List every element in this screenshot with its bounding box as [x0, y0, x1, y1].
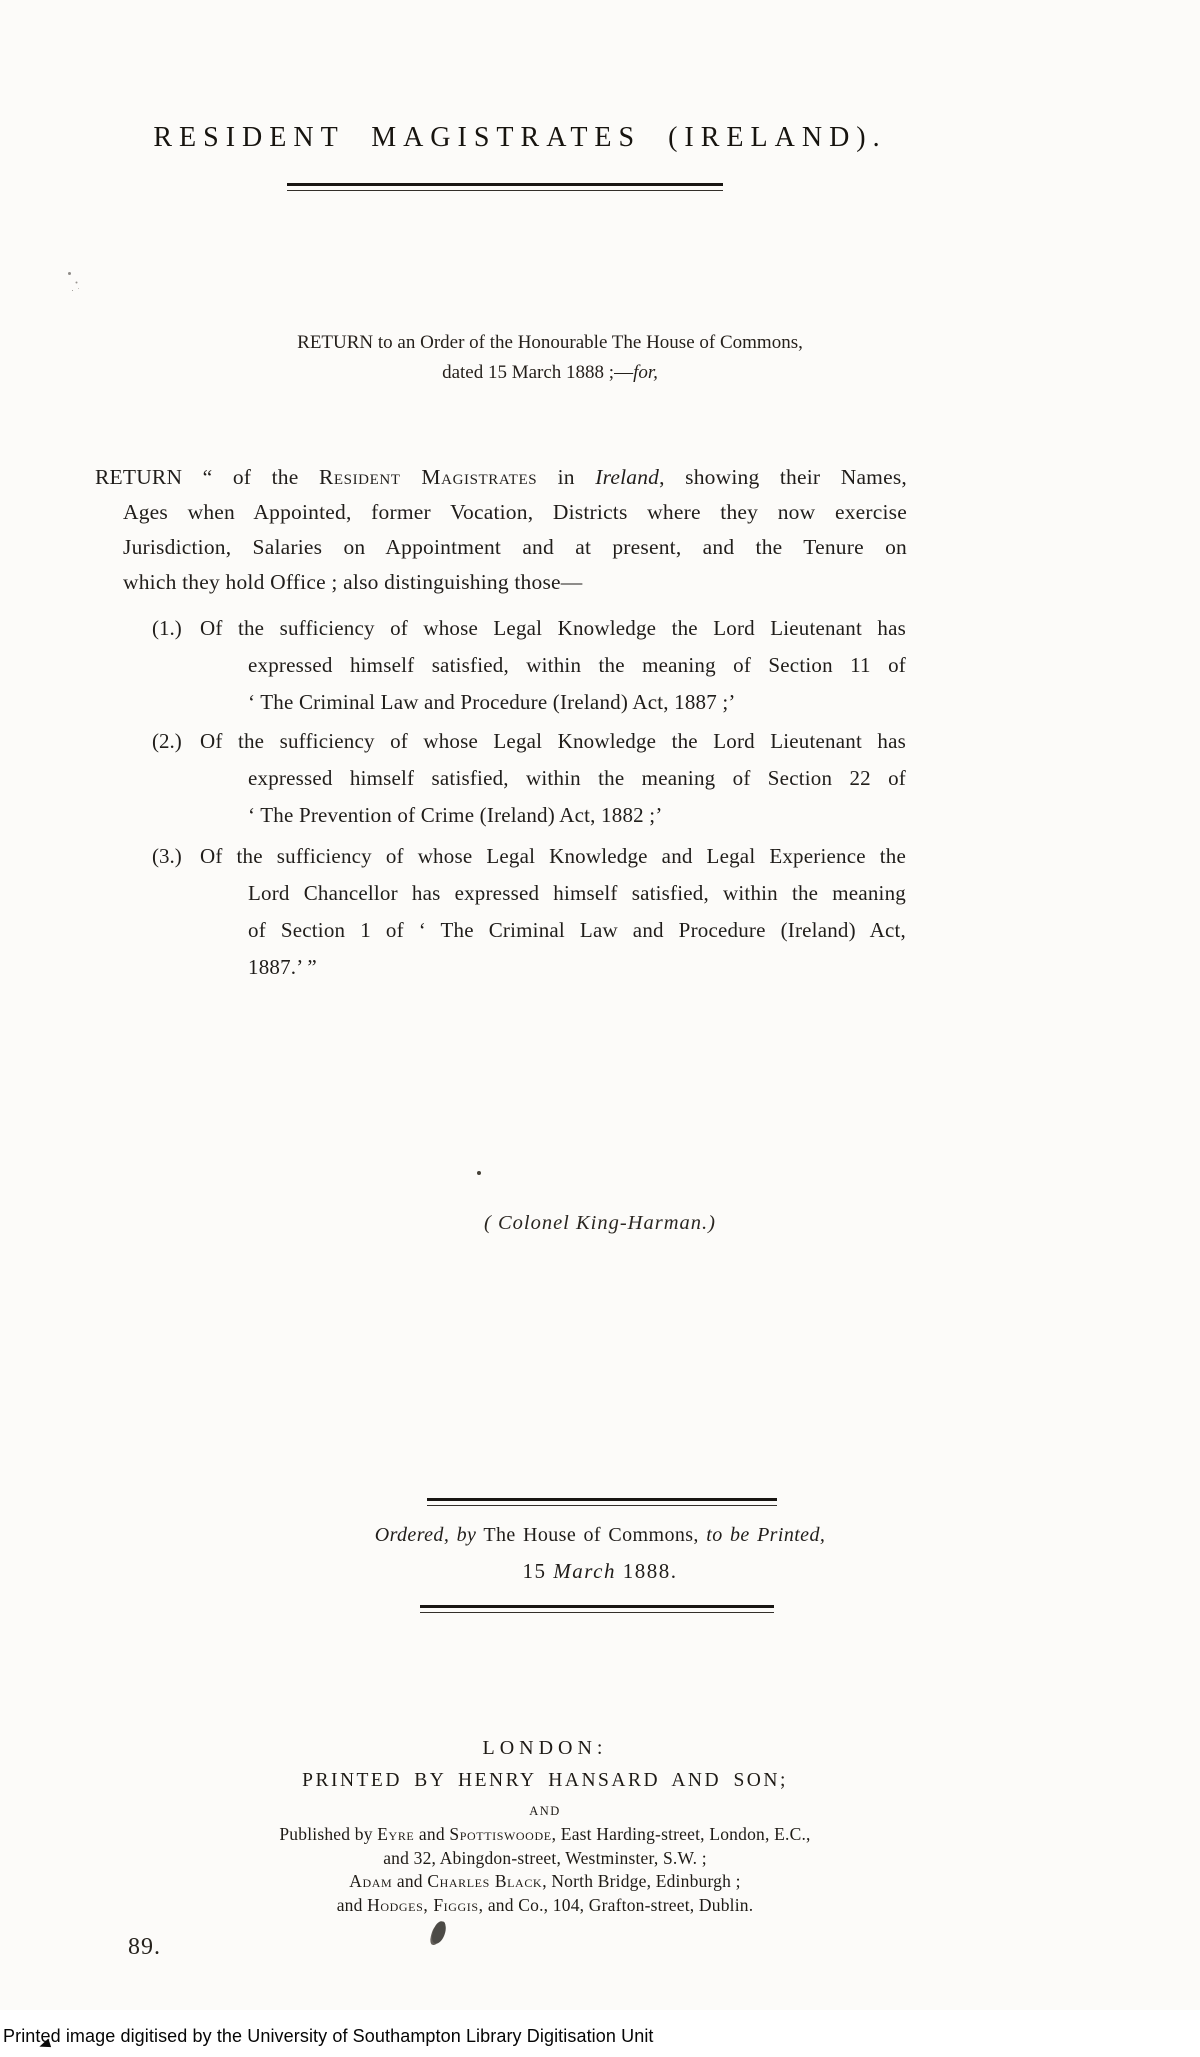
item-line: expressed himself satisfied, within the meaning of Section 22 of	[248, 766, 906, 790]
imprint-block	[0, 1737, 1090, 1917]
paragraph-line: Ages when Appointed, former Vocation, Districts where they now exercise	[123, 500, 907, 524]
ordered-rule-top	[427, 1498, 777, 1506]
item-text	[200, 838, 906, 986]
imprint-publisher-line: and Hodges, Figgis, and Co., 104, Grafton-street, Dublin.	[336, 1894, 754, 1915]
paragraph-line: Jurisdiction, Salaries on Appointment and at present, and the Tenure on	[123, 535, 907, 559]
paragraph-line: RETURN “ of the Resident Magistrates in Ireland, showing their Names,	[95, 465, 907, 489]
page-number: 89.	[128, 1934, 161, 1960]
item-line: Of the sufficiency of whose Legal Knowledge the Lord Lieutenant has	[200, 729, 906, 753]
item-line: ‘ The Criminal Law and Procedure (Ireland) Act, 1887 ;’	[248, 690, 736, 714]
ordered-line1: Ordered, by The House of Commons, to be Printed,	[374, 1524, 826, 1546]
item-number: (3.)	[152, 844, 182, 868]
item-line: ‘ The Prevention of Crime (Ireland) Act, 1882 ;’	[248, 803, 663, 827]
mover-name: ( Colonel King-Harman.)	[484, 1212, 716, 1234]
order-heading-line1: RETURN to an Order of the Honourable The House of Commons,	[297, 332, 803, 353]
item-line: 1887.’ ”	[248, 955, 317, 979]
list-item-1	[152, 610, 906, 721]
item-number: (2.)	[152, 729, 182, 753]
imprint-publisher-line: Adam and Charles Black, North Bridge, Edinburgh ;	[349, 1871, 741, 1891]
ordered-block	[0, 1524, 1200, 1584]
list-item-2	[152, 723, 906, 834]
imprint-city: LONDON:	[482, 1737, 608, 1759]
imprint-publisher-line: and 32, Abingdon-street, Westminster, S.W. ;	[383, 1847, 707, 1868]
title-rule	[287, 183, 723, 191]
imprint-publisher-line: Published by Eyre and Spottiswoode, East Harding-street, London, E.C.,	[279, 1824, 811, 1844]
item-line: Lord Chancellor has expressed himself satisfied, within the meaning	[248, 881, 906, 905]
item-text	[200, 723, 906, 834]
item-text	[200, 610, 906, 721]
digitisation-footer-text: Printed image digitised by the University of Southampton Library Digitisation Unit	[3, 2026, 654, 2046]
paragraph-line: which they hold Office ; also distinguishing those—	[123, 570, 583, 594]
order-heading	[0, 328, 1100, 388]
item-line: Of the sufficiency of whose Legal Knowledge the Lord Lieutenant has	[200, 616, 906, 640]
item-line: of Section 1 of ‘ The Criminal Law and Procedure (Ireland) Act,	[248, 918, 906, 942]
item-line: expressed himself satisfied, within the meaning of Section 11 of	[248, 653, 906, 677]
ordered-rule-bottom	[420, 1605, 774, 1613]
item-line: Of the sufficiency of whose Legal Knowledge and Legal Experience the	[200, 844, 906, 868]
pencil-mark-artifact	[68, 272, 71, 275]
imprint-printer: PRINTED BY HENRY HANSARD AND SON;	[302, 1770, 788, 1791]
list-item-3	[152, 838, 906, 986]
ink-speck	[477, 1171, 481, 1175]
ink-smudge-artifact	[430, 1920, 447, 1945]
document-title: RESIDENT MAGISTRATES (IRELAND).	[153, 122, 887, 153]
imprint-conjunction: AND	[529, 1804, 561, 1818]
order-heading-line2: dated 15 March 1888 ;—for,	[442, 362, 658, 383]
return-paragraph	[95, 460, 907, 600]
ordered-line2: 15 March 1888.	[522, 1559, 678, 1583]
item-number: (1.)	[152, 616, 182, 640]
